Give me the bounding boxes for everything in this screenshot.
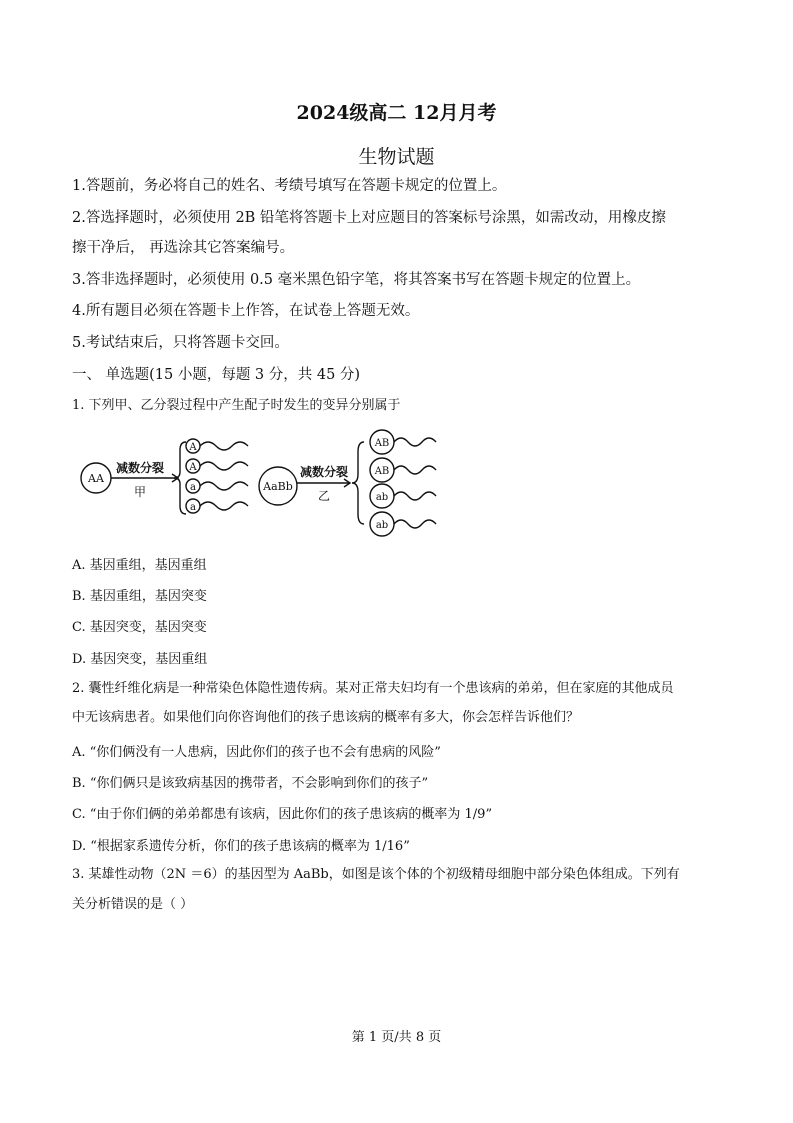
q2-option-c: C. “由于你们俩的弟弟都患有该病，因此你们的孩子患该病的概率为 1/9” (72, 807, 493, 822)
exam-subject: 生物试题 (358, 146, 435, 168)
q1-stem: 1. 下列甲、乙分裂过程中产生配子时发生的变异分别属于 (72, 398, 401, 413)
instruction-1: 1.答题前，务必将自己的姓名、考绩号填写在答题卡规定的位置上。 (72, 178, 507, 194)
left-gamete-4: a (190, 502, 196, 513)
instruction-5: 5.考试结束后，只将答题卡交回。 (72, 335, 289, 351)
page-footer: 第 1 页/共 8 页 (351, 1030, 442, 1045)
q3-stem-line1: 3. 某雄性动物（2N ＝6）的基因型为 AaBb，如图是该个体的个初级精母细胞中部分染色体组成。下列有 (72, 867, 680, 882)
left-gamete-2: A (189, 462, 197, 473)
q2-option-b: B. “你们俩只是该致病基因的携带者，不会影响到你们的孩子” (72, 776, 429, 791)
q2-stem-line2: 中无该病患者。如果他们向你咨询他们的孩子患该病的概率有多大，你会怎样告诉他们？ (72, 710, 580, 725)
left-group-label: 甲 (133, 485, 147, 499)
right-gamete-3: ab (375, 492, 389, 503)
q1-figure (78, 428, 448, 540)
q1-option-c: C. 基因突变，基因突变 (72, 620, 207, 635)
right-gamete-1: AB (374, 438, 390, 449)
instruction-2: 2.答选择题时，必须使用 2B 铅笔将答题卡上对应题目的答案标号涂黑，如需改动，用橡皮擦 (72, 210, 666, 226)
right-gamete-4: ab (375, 520, 389, 531)
right-process-label: 减数分裂 (299, 465, 349, 479)
exam-title: 2024级高二 12月月考 (296, 102, 497, 124)
q1-option-b: B. 基因重组，基因突变 (72, 589, 207, 604)
q2-option-d: D. “根据家系遗传分析，你们的孩子患该病的概率为 1/16” (72, 839, 410, 854)
section-heading: 一、 单选题(15 小题，每题 3 分，共 45 分) (72, 367, 361, 383)
q3-stem-line2: 关分析错误的是（ ） (72, 897, 194, 912)
right-cell-label: AaBb (263, 480, 293, 493)
instruction-4: 4.所有题目必须在答题卡上作答，在试卷上答题无效。 (72, 303, 420, 319)
instruction-3: 3.答非选择题时，必须使用 0.5 毫米黑色铅字笔，将其答案书写在答题卡规定的位置上。 (72, 272, 641, 288)
right-group-label: 乙 (317, 489, 331, 503)
right-gamete-2: AB (374, 466, 390, 477)
q2-stem-line1: 2. 囊性纤维化病是一种常染色体隐性遗传病。某对正常夫妇均有一个患该病的弟弟，但在家庭的其他成员 (72, 681, 674, 696)
q1-option-d: D. 基因突变，基因重组 (72, 652, 208, 667)
left-process-label: 减数分裂 (115, 461, 165, 475)
instruction-2-cont: 擦干净后， 再选涂其它答案编号。 (72, 240, 295, 256)
q1-option-a: A. 基因重组，基因重组 (72, 558, 207, 573)
left-cell-label: AA (88, 472, 104, 485)
left-gamete-3: a (190, 482, 196, 493)
left-gamete-1: A (189, 442, 197, 453)
q2-option-a: A. “你们俩没有一人患病，因此你们的孩子也不会有患病的风险” (72, 745, 441, 760)
